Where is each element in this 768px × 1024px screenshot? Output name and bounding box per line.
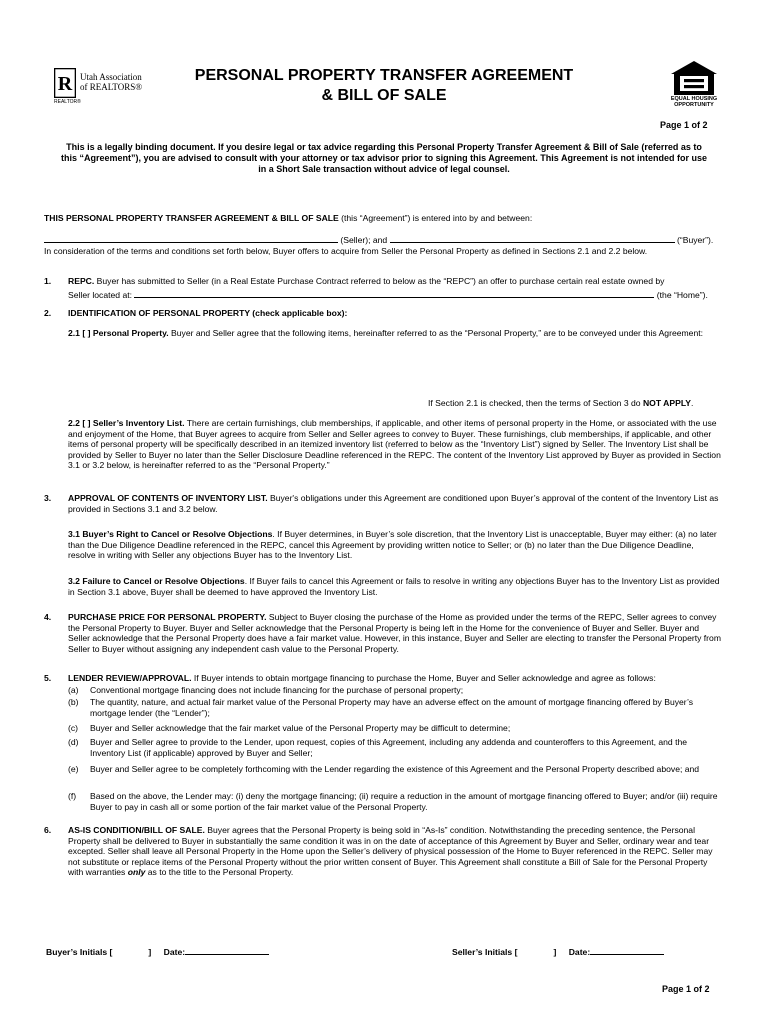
- realtor-logo-icon: [54, 68, 76, 98]
- opening-line: THIS PERSONAL PROPERTY TRANSFER AGREEMENT & BILL OF SALE (this “Agreement”) is entered into by and between:: [44, 213, 533, 223]
- seller-date-field[interactable]: [590, 945, 664, 955]
- legal-notice: This is a legally binding document. If you desire legal or tax advice regarding this Personal Property Transfer Agreement & Bill of Sale (referred as to this “Agreement”), you are advised to consult with your attorney or tax advisor prior to signing this Agreement. This Agreement is not intended for use in a Short Sale transaction without advice of legal counsel.: [61, 142, 707, 174]
- document-page: R Utah Association of REALTORS® REALTOR® PERSONAL PROPERTY TRANSFER AGREEMENT & BILL OF SALE EQUAL HOUSING OPPORTUNITY Page 1 of 2 This is a legally binding document. If you desire legal or tax advice regarding this Personal Property Transfer Agreement & Bill of Sale (referred as to this “Agreement”), you are advised to consult with your attorney or tax advisor prior to signing this Agreement. This Agreement is not intended for use in a Short Sale transaction without advice of legal counsel. THIS PERSONAL PROPERTY TRANSFER AGREEMENT & BILL OF SALE (this “Agreement”) is entered into by and between: (Seller); and (“Buyer”). In consideration of the terms and conditions set forth below, Buyer offers to acquire from Seller the Personal Property as defined in Sections 2.1 and 2.2 below. 1. REPC. Buyer has submitted to Seller (in a Real Estate Purchase Contract referred to below as the “REPC”) an offer to purchase certain real estate owned by Seller located at: (the “Home”). 2. IDENTIFICATION OF PERSONAL PROPERTY (check applicable box): 2.1 [ ] Personal Property. Buyer and Seller agree that the following items, hereinafter referred to as the “Personal Property,” are to be conveyed under this Agreement: If Section 2.1 is checked, then the terms of Section 3 do NOT APPLY. 2.2 [ ] Seller’s Inventory List. There are certain furnishings, club memberships, if applicable, and other items of personal property in the Home, or associated with the use and enjoyment of the Home, that Buyer agrees to acquire from Seller and Seller agrees to convey to Buyer. These furnishings, club memberships, if applicable, and other items of personal property will be specifically described in an itemized inventory list (referred to below as the “Inventory List”) signed by Seller. The Inventory List shall be provided by Seller to Buyer no later than the Seller Disclosure Deadline referenced in the REPC. The content of the Inventory List approved by Buyer as provided in Section 3.1 or 3.2 below, is hereinafter referred to as the “Personal Property.” 3. APPROVAL OF CONTENTS OF INVENTORY LIST. Buyer's obligations under this Agreement are conditioned upon Buyer’s approval of the content of the Inventory List as provided in Sections 3.1 and 3.2 below. 3.1 Buyer’s Right to Cancel or Resolve Objections. If Buyer determines, in Buyer’s sole discretion, that the Inventory List is unacceptable, Buyer may either: (a) no later than the Due Diligence Deadline referenced in the REPC, cancel this Agreement by providing written notice to Seller; or (b) no later than the Due Diligence Deadline, resolve in writing with Seller any objections Buyer has to the Inventory List. 3.2 Failure to Cancel or Resolve Objections. If Buyer fails to cancel this Agreement or fails to resolve in writing any objections Buyer has to the Inventory List as provided in Section 3.1 above, Buyer shall be deemed to have approved the Inventory List. 4. PURCHASE PRICE FOR PERSONAL PROPERTY. Subject to Buyer closing the purchase of the Home as provided under the terms of the REPC, Seller agrees to convey the Personal Property to Buyer. Buyer and Seller acknowledge that the Personal Property is being left in the Home for the convenience of Buyer and Seller. Buyer and Seller acknowledge that the Personal Property does have a fair market value. However, in this instance, Buyer and Seller are electing to transfer the Personal Property from Seller to Buyer without assigning any independent cash value to the Personal Property. 5. LENDER REVIEW/APPROVAL. If Buyer intends to obtain mortgage financing to purchase the Home, Buyer and Seller acknowledge and agree as follows: (a) Conventional mortgage financing does not include financing for the purchase of personal property; (b) The quantity, nature, and actual fair market value of the Personal Property may have an adverse effect on the amount of mortgage financing offered by Buyer’s mortgage lender (the “Lender”); (c) Buyer and Seller acknowledge that the fair market value of the Personal Property may be difficult to determine; (d) Buyer and Seller agree to provide to the Lender, upon request, copies of this Agreement, including any addenda and counteroffers to this Agreement, and the Inventory List (if applicable) approved by Buyer and Seller; (e) Buyer and Seller agree to be completely forthcoming with the Lender regarding the existence of this Agreement and the Personal Property described above; and (f) Based on the above, the Lender may: (i) deny the mortgage financing; (ii) require a reduction in the amount of mortgage financing offered to Buyer; and/or (iii) require Buyer to pay in cash all or some portion of the fair market value of the Personal Property. 6. AS-IS CONDITION/BILL OF SALE. Buyer agrees that the Personal Property is being sold in “As-Is” condition. Notwithstanding the preceding sentence, the Personal Property shall be delivered to Buyer in substantially the same condition it was in on the date of acceptance of this Agreement by Buyer and Seller, ordinary wear and tear excepted. Seller shall leave all Personal Property in the Home upon the Seller’s delivery of physical possession of the Home to Buyer referenced in the REPC. Seller may not substitute or replace items of the Personal Property without the prior written consent of Buyer. This Agreement shall constitute a Bill of Sale for the Personal Property with warranties only as to the title to the Personal Property. Buyer’s Initials [ ] Date: Seller’s Initials [ ] Date: Page 1 of 2: [0, 0, 768, 1024]
- section-5-text: LENDER REVIEW/APPROVAL. If Buyer intends to obtain mortgage financing to purchase the Home, Buyer and Seller acknowledge and agree as follows:: [68, 673, 656, 683]
- section-2-1-text: 2.1 [ ] Personal Property. Buyer and Seller agree that the following items, hereinafter referred to as the “Personal Property,” are to be conveyed under this Agreement:: [68, 328, 704, 338]
- section-2-1-note: If Section 2.1 is checked, then the terms of Section 3 do NOT APPLY.: [428, 398, 694, 408]
- seller-initials-row: Seller’s Initials [ ] Date:: [452, 945, 664, 957]
- section-6-text: AS-IS CONDITION/BILL OF SALE. Buyer agrees that the Personal Property is being sold in “As-Is” condition. Notwithstanding the preceding sentence, the Personal Property shall be delivered to Buyer in substantially the same condition it was in on the date of acceptance of this Agreement by Buyer and Seller, ordinary wear and tear excepted. Seller shall leave all Personal Property in the Home upon the Seller’s delivery of physical possession of the Home to Buyer referenced in the REPC. Seller may not substitute or replace items of the Personal Property without the prior written consent of Buyer. This Agreement shall constitute a Bill of Sale for the Personal Property with warranties only as to the title to the Personal Property.: [68, 825, 713, 878]
- buyer-date-field[interactable]: [185, 945, 269, 955]
- section-6-number: 6.: [44, 825, 52, 835]
- section-2-number: 2.: [44, 308, 52, 318]
- seller-name-field[interactable]: [44, 233, 338, 243]
- section-3-text: APPROVAL OF CONTENTS OF INVENTORY LIST. Buyer's obligations under this Agreement are conditioned upon Buyer’s approval of the content of the Inventory List as provided in Sections 3.1 and 3.2 below.: [68, 493, 719, 514]
- section-1-number: 1.: [44, 276, 52, 286]
- party-line: (Seller); and (“Buyer”).: [44, 233, 724, 246]
- section-3-1-text: 3.1 Buyer’s Right to Cancel or Resolve Objections. If Buyer determines, in Buyer’s sole discretion, that the Inventory List is unacceptable, Buyer may either: (a) no later than the Due Diligence Deadline referenced in the REPC, cancel this Agreement by providing written notice to Seller; or (b) no later than the Due Diligence Deadline, resolve in writing with Seller any objections Buyer has to the Inventory List.: [68, 529, 717, 561]
- realtor-mark: REALTOR®: [54, 99, 81, 105]
- section-5-number: 5.: [44, 673, 52, 683]
- eho-caption: EQUAL HOUSING OPPORTUNITY: [670, 96, 718, 108]
- page-number-top: Page 1 of 2: [660, 120, 708, 130]
- page-number-bottom: Page 1 of 2: [662, 984, 710, 994]
- page-title: PERSONAL PROPERTY TRANSFER AGREEMENT & BILL OF SALE: [194, 67, 574, 104]
- svg-text:R: R: [57, 73, 73, 95]
- section-3-2-text: 3.2 Failure to Cancel or Resolve Objections. If Buyer fails to cancel this Agreement or fails to resolve in writing any objections Buyer has to the Inventory List as provided in Section 3.1 above, Buyer shall be deemed to have approved the Inventory List.: [68, 576, 720, 597]
- section-2-2-text: 2.2 [ ] Seller’s Inventory List. There are certain furnishings, club memberships, if applicable, and other items of personal property in the Home, or associated with the use and enjoyment of the Home, that Buyer agrees to acquire from Seller and Seller agrees to convey to Buyer. These furnishings, club memberships, if applicable, and other items of personal property will be specifically described in an itemized inventory list (referred to below as the “Inventory List”) signed by Seller. The Inventory List shall be provided by Seller to Buyer no later than the Seller Disclosure Deadline referenced in the REPC. The content of the Inventory List approved by Buyer as provided in Section 3.1 or 3.2 below, is hereinafter referred to as the “Personal Property.”: [68, 418, 721, 471]
- section-1-text: REPC. Buyer has submitted to Seller (in a Real Estate Purchase Contract referred to below as the “REPC”) an offer to purchase certain real estate owned by: [68, 276, 665, 286]
- section-3-number: 3.: [44, 493, 52, 503]
- section-2-heading: IDENTIFICATION OF PERSONAL PROPERTY (check applicable box):: [68, 308, 348, 318]
- consideration-text: In consideration of the terms and conditions set forth below, Buyer offers to acquire from Seller the Personal Property as defined in Sections 2.1 and 2.2 below.: [44, 246, 648, 256]
- buyer-initials-row: Buyer’s Initials [ ] Date:: [46, 945, 269, 957]
- section-4-number: 4.: [44, 612, 52, 622]
- buyer-name-field[interactable]: [390, 233, 675, 243]
- association-name: Utah Association of REALTORS®: [80, 72, 143, 92]
- section-1-home-line: Seller located at: (the “Home”).: [68, 290, 708, 300]
- home-address-field[interactable]: [134, 288, 654, 298]
- section-4-text: PURCHASE PRICE FOR PERSONAL PROPERTY. Subject to Buyer closing the purchase of the Home as provided under the terms of the REPC, Seller agrees to convey the Personal Property to Buyer. Buyer and Seller acknowledge that the Personal Property is being left in the Home for the convenience of Buyer and Seller. Buyer and Seller acknowledge that the Personal Property does have a fair market value. However, in this instance, Buyer and Seller are electing to transfer the Personal Property from Seller to Buyer without assigning any independent cash value to the Personal Property.: [68, 612, 721, 654]
